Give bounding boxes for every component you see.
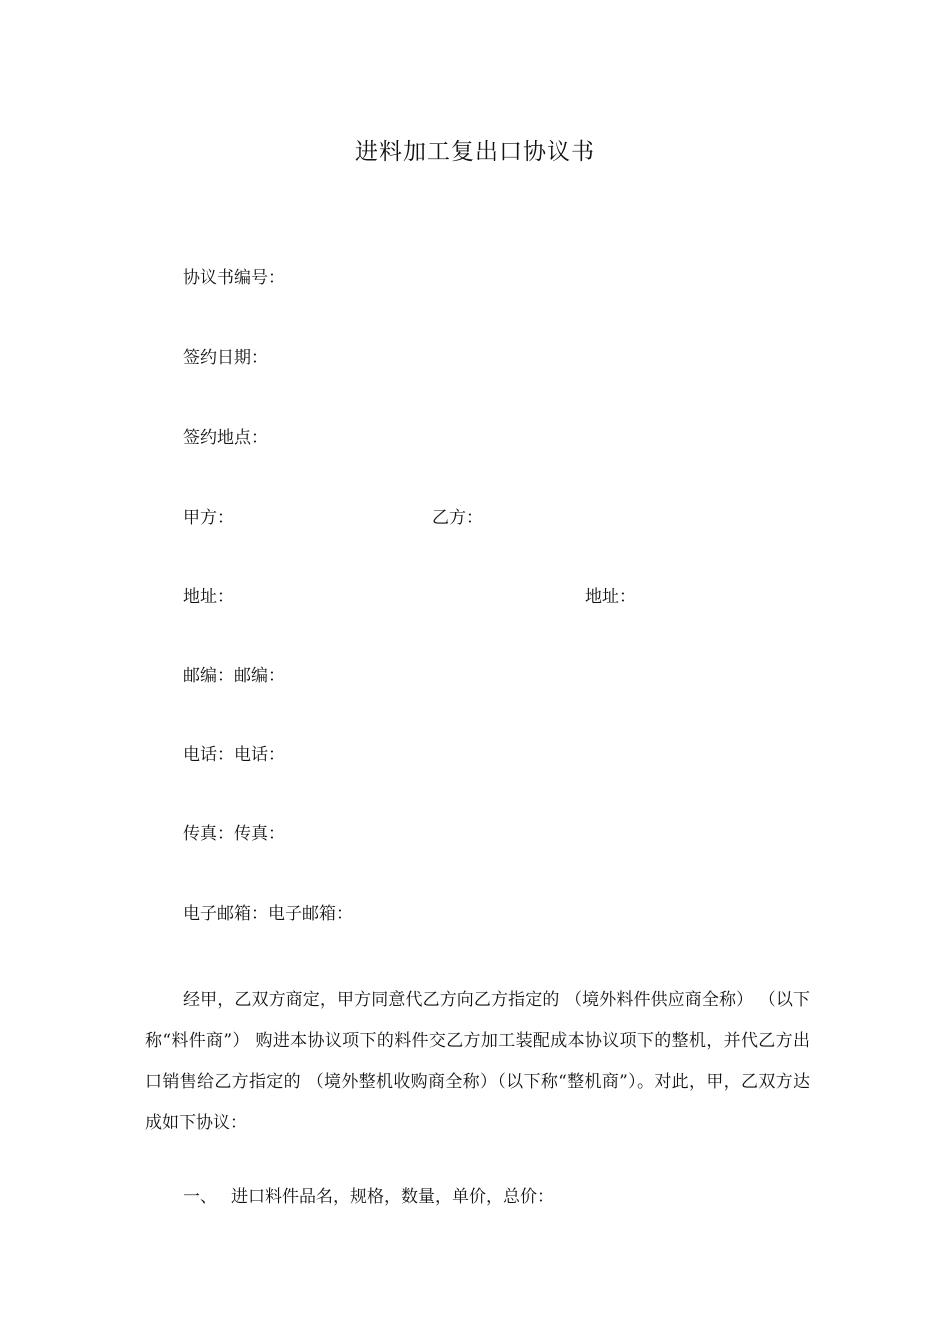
sign-place-label: 签约地点：	[183, 428, 268, 448]
address-b-label: 地址：	[585, 587, 636, 607]
address-a-label: 地址：	[183, 587, 234, 607]
party-a-label: 甲方：	[183, 508, 234, 528]
section-1-text: 进口料件品名，规格，数量，单价，总价：	[231, 1187, 554, 1207]
party-b-label: 乙方：	[432, 508, 483, 528]
postcode-labels: 邮编：邮编：	[183, 666, 285, 686]
section-1-heading	[183, 1185, 554, 1209]
email-labels: 电子邮箱：电子邮箱：	[183, 904, 353, 924]
section-1-number: 一、	[183, 1187, 217, 1207]
phone-labels: 电话：电话：	[183, 745, 285, 765]
document-title: 进料加工复出口协议书	[355, 139, 595, 165]
agreement-number-label: 协议书编号：	[183, 268, 285, 288]
sign-date-label: 签约日期：	[183, 348, 268, 368]
fax-labels: 传真：传真：	[183, 824, 285, 844]
intro-paragraph: 经甲，乙双方商定，甲方同意代乙方向乙方指定的 （境外料件供应商全称） （以下称“料件商”） 购进本协议项下的料件交乙方加工装配成本协议项下的整机，并代乙方出口销售给乙方指定的 （境外整机收购商全称）（以下称“整机商”）。对此，甲，乙双方达成如下协议：	[145, 990, 810, 1133]
